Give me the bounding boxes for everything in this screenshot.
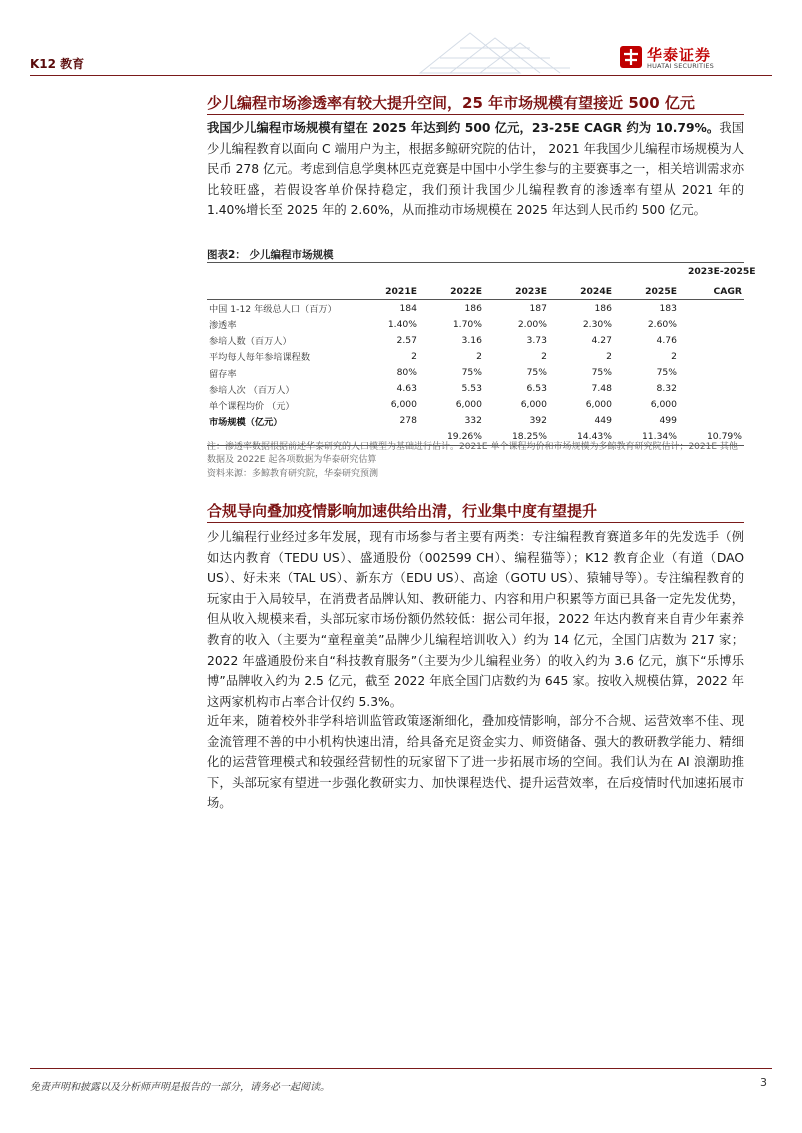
table-row xyxy=(207,397,744,413)
section1-paragraph xyxy=(207,118,744,221)
watermark-graphic xyxy=(410,28,580,78)
figure-top-rule xyxy=(207,262,744,263)
table-cell: 2 xyxy=(671,350,677,362)
table-cell xyxy=(679,332,744,348)
row-label: 市场规模（亿元） xyxy=(209,416,283,428)
table-cell: 10.79% xyxy=(679,429,744,446)
table-cell: 6,000 xyxy=(585,399,612,411)
table-cell: 4.27 xyxy=(591,334,612,346)
table-cell: 80% xyxy=(396,367,417,379)
table-row xyxy=(207,332,744,348)
table-cell: 14.43% xyxy=(549,429,614,446)
table-header: 2024E xyxy=(549,283,614,300)
table-row xyxy=(207,348,744,364)
table-cell: 19.26% xyxy=(419,429,484,446)
table-cell: 75% xyxy=(591,367,612,379)
table-row xyxy=(207,364,744,380)
footer-disclaimer: 免责声明和披露以及分析师声明是报告的一部分，请务必一起阅读。 xyxy=(30,1082,330,1093)
table-cell: 449 xyxy=(594,415,612,427)
table-cell: 3.73 xyxy=(526,334,547,346)
table-cell: 4.76 xyxy=(656,334,677,346)
section-tag: K12 教育 xyxy=(30,57,85,71)
section1-lead-sentence: 我国少儿编程市场规模有望在 2025 年达到约 500 亿元，23-25E CAGR 约为 10.79%。 xyxy=(207,121,720,135)
table-cell xyxy=(679,348,744,364)
table-cell xyxy=(679,316,744,332)
table-cell: 186 xyxy=(594,302,612,314)
market-size-table xyxy=(207,283,744,446)
table-cell: 75% xyxy=(526,367,547,379)
table-header: 2021E xyxy=(357,283,419,300)
company-logo xyxy=(620,44,755,74)
table-header: 2025E xyxy=(614,283,679,300)
table-cell: 6,000 xyxy=(455,399,482,411)
table-cell xyxy=(679,413,744,429)
table-row xyxy=(207,316,744,332)
table-header xyxy=(207,283,357,300)
table-cell xyxy=(679,300,744,317)
table-header-row xyxy=(207,283,744,300)
row-label: 单个课程均价 （元） xyxy=(209,400,295,412)
section1-title-rule xyxy=(207,114,744,115)
table-header: 2022E xyxy=(419,283,484,300)
table-cell: 6.53 xyxy=(526,383,547,395)
footer-divider xyxy=(30,1068,772,1069)
section1-body-text: 我国少儿编程教育以面向 C 端用户为主，根据多鲸研究院的估计， 2021 年我国少儿编程市场规模为人民币 278 亿元。考虑到信息学奥林匹克竞赛是中国中小学生参与的主要赛事之一，相关培训需求亦比较旺盛，若假设客单价保持稳定，我们预计我国少儿编程教育的渗透率有望从 2021 年的 1.40%增长至 2025 年的 2.60%，从而推动市场规模在 2025 年达到人民币约 500 亿元。 xyxy=(207,121,744,218)
table-cell: 6,000 xyxy=(520,399,547,411)
table-cell: 8.32 xyxy=(656,383,677,395)
table-note: 注：渗透率数据根据前述华泰研究的人口模型为基础进行估计。2021E 单个课程均价和市场规模为多鲸教育研究院估计；2021E 其他数据及 2022E 起各项数据为华泰研究估算 xyxy=(207,442,738,465)
table-cell: 2 xyxy=(606,350,612,362)
table-cell: 278 xyxy=(399,415,417,427)
table-cell: 6,000 xyxy=(650,399,677,411)
table-cell: 187 xyxy=(529,302,547,314)
table-cell: 1.70% xyxy=(452,318,482,330)
table-row xyxy=(207,413,744,429)
table-cell: 4.63 xyxy=(396,383,417,395)
table-header: CAGR xyxy=(679,283,744,300)
section2-title: 合规导向叠加疫情影响加速供给出清，行业集中度有望提升 xyxy=(207,502,598,520)
table-cell: 183 xyxy=(659,302,677,314)
table-cell: 2.57 xyxy=(396,334,417,346)
header-divider xyxy=(30,75,772,76)
table-cell: 1.40% xyxy=(387,318,417,330)
table-cell: 18.25% xyxy=(484,429,549,446)
section1-title: 少儿编程市场渗透率有较大提升空间，25 年市场规模有望接近 500 亿元 xyxy=(207,94,695,112)
table-row xyxy=(207,381,744,397)
table-source: 资料来源：多鲸教育研究院，华泰研究预测 xyxy=(207,469,379,479)
figure-title: 图表2： 少儿编程市场规模 xyxy=(207,249,334,261)
table-cell: 2 xyxy=(411,350,417,362)
table-cell: 11.34% xyxy=(614,429,679,446)
table-header: 2023E xyxy=(484,283,549,300)
huatai-logo-icon xyxy=(620,46,642,68)
table-cell: 186 xyxy=(464,302,482,314)
table-cell: 6,000 xyxy=(390,399,417,411)
table-cell: 7.48 xyxy=(591,383,612,395)
table-cell: 75% xyxy=(656,367,677,379)
table-cell: 184 xyxy=(399,302,417,314)
table-cell: 75% xyxy=(461,367,482,379)
table-row xyxy=(207,300,744,317)
table-cell: 5.53 xyxy=(461,383,482,395)
logo-text-en: HUATAI SECURITIES xyxy=(647,62,714,70)
row-label: 留存率 xyxy=(209,368,237,380)
row-label: 平均每人每年参培课程数 xyxy=(209,352,311,364)
page-number: 3 xyxy=(760,1076,767,1089)
section2-title-rule xyxy=(207,522,744,523)
row-label: 参培人数（百万人） xyxy=(209,336,292,348)
logo-text-cn: 华泰证券 xyxy=(647,46,712,64)
cagr-header-top: 2023E-2025E xyxy=(688,266,756,277)
table-cell: 2.00% xyxy=(517,318,547,330)
row-label: 参培人次 （百万人） xyxy=(209,384,295,396)
table-cell: 2.60% xyxy=(647,318,677,330)
table-cell xyxy=(679,397,744,413)
table-cell: 2.30% xyxy=(582,318,612,330)
row-label: 中国 1-12 年级总人口（百万） xyxy=(209,304,337,316)
table-cell: 392 xyxy=(529,415,547,427)
row-label: 渗透率 xyxy=(209,320,237,332)
table-cell: 499 xyxy=(659,415,677,427)
table-cell: 2 xyxy=(541,350,547,362)
table-cell xyxy=(679,364,744,380)
table-cell xyxy=(679,381,744,397)
section2-paragraph-2: 近年来，随着校外非学科培训监管政策逐渐细化，叠加疫情影响，部分不合规、运营效率不佳、现金流管理不善的中小机构快速出清，给具备充足资金实力、师资储备、强大的教研教学能力、精细化的运营管理模式和较强经营韧性的玩家留下了进一步拓展市场的空间。我们认为在 AI 浪潮助推下，头部玩家有望进一步强化教研实力、加快课程迭代、提升运营效率，在后疫情时代加速拓展市场。 xyxy=(207,714,744,811)
table-cell: 2 xyxy=(476,350,482,362)
section2-paragraph-1: 少儿编程行业经过多年发展，现有市场参与者主要有两类：专注编程教育赛道多年的先发选手（例如达内教育（TEDU US）、盛通股份（002599 CH）、编程猫等）；K12 教育企业（有道（DAO US）、好未来（TAL US）、新东方（EDU US）、高途（GOTU US）、猿辅导等）。专注编程教育的玩家由于入局较早，在消费者品牌认知、教研能力、内容和用户积累等方面已具备一定先发优势，但从收入规模来看，头部玩家市场份额仍然较低：据公司年报，2022 年达内教育来自青少年素养教育的收入（主要为“童程童美”品牌少儿编程培训收入）约为 14 亿元，全国门店数为 217 家；2022 年盛通股份来自“科技教育服务”（主要为少儿编程业务）的收入约为 3.6 亿元，旗下“乐博乐博”品牌收入约为 2.5 亿元，截至 2022 年底全国门店数约为 645 家。按收入规模估算，2022 年这两家机构市占率合计仅约 5.3%。 xyxy=(207,530,744,709)
table-cell: 3.16 xyxy=(461,334,482,346)
table-cell: 332 xyxy=(464,415,482,427)
